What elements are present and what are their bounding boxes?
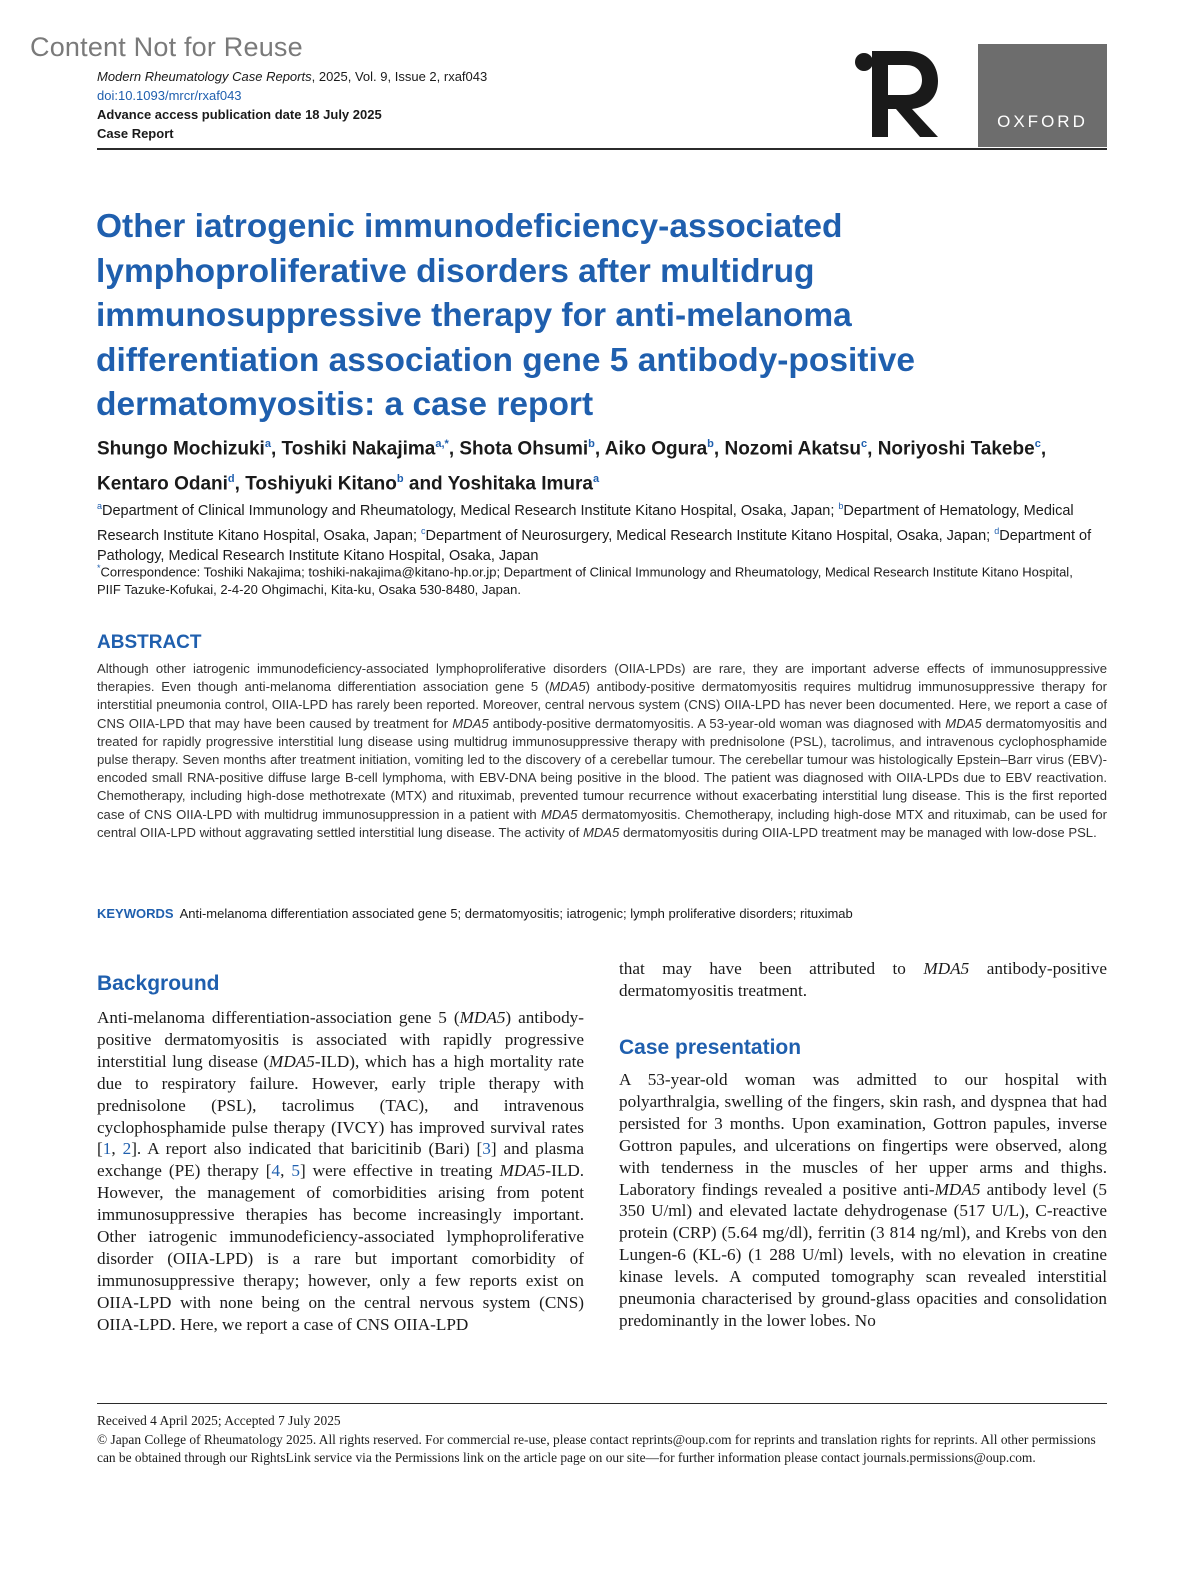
author-name[interactable]: Shota Ohsumi xyxy=(459,438,589,460)
footer xyxy=(97,1412,1107,1468)
author-name[interactable]: Aiko Ogura xyxy=(604,438,708,460)
keywords-label: KEYWORDS xyxy=(97,906,174,921)
journal-logo-icon xyxy=(848,45,942,141)
author-affiliation-mark: b xyxy=(396,473,404,486)
background-heading: Background xyxy=(97,972,220,995)
reference-link[interactable]: 5 xyxy=(291,1161,300,1181)
author-affiliation-mark: b xyxy=(707,438,714,450)
reference-link[interactable]: 4 xyxy=(271,1161,281,1181)
journal-meta xyxy=(97,67,487,143)
abstract-heading: ABSTRACT xyxy=(97,632,202,653)
doi-link[interactable]: doi:10.1093/mrcr/rxaf043 xyxy=(97,88,242,103)
gene-name: MDA5 xyxy=(923,959,970,978)
header-rule xyxy=(97,148,1107,150)
gene-name: MDA5 xyxy=(934,1179,981,1199)
affiliation-text: Department of Neurosurgery, Medical Research Institute Kitano Hospital, Osaka, Japan; xyxy=(425,527,995,544)
author-name[interactable]: Nozomi Akatsu xyxy=(724,438,862,460)
gene-name: MDA5 xyxy=(582,824,620,840)
case-presentation-heading: Case presentation xyxy=(619,1036,802,1059)
correspondence-mark: * xyxy=(97,563,101,573)
reference-link[interactable]: 1 xyxy=(102,1139,112,1159)
affiliations xyxy=(97,496,1097,566)
article-type: Case Report xyxy=(97,126,174,141)
affiliation-mark: d xyxy=(994,525,1000,536)
author-affiliation-mark: c xyxy=(1034,438,1041,450)
gene-name: MDA5 xyxy=(459,1008,506,1027)
case-presentation-text: A 53-year-old woman was admitted to our hospital with polyarthralgia, swelling of the fingers, skin rash, and dyspnea that had persisted for 3 months. Upon examination, Gottron papules, inverse Gottron papules, and ulcerations on fingertips were observed, along with tenderness in the muscles of her upper arms and thighs. Laboratory findings revealed a positive anti-MDA5 antibody level (5 350 U/ml) and elevated lactate dehydrogenase (517 U/L), C-reactive protein (CRP) (5.64 mg/dl), ferritin (3 814 ng/ml), and Krebs von den Lungen-6 (KL-6) (1 288 U/ml) levels, with no elevation in creatine kinase levels. A computed tomography scan revealed interstitial pneumonia characterised by ground-glass opacities and consolidation predominantly in the lower lobes. No xyxy=(619,1070,1107,1330)
journal-details: , 2025, Vol. 9, Issue 2, rxaf043 xyxy=(311,69,488,84)
author-affiliation-mark: d xyxy=(227,473,235,486)
publisher-logo xyxy=(978,44,1107,147)
advance-access-date: Advance access publication date 18 July 2025 xyxy=(97,107,382,122)
affiliation-mark: a xyxy=(97,501,103,511)
gene-name: MDA5 xyxy=(499,1161,546,1181)
keywords-text: Anti-melanoma differentiation associated gene 5; dermatomyositis; iatrogenic; lymph proliferative disorders; rituximab xyxy=(179,906,853,921)
author-affiliation-mark: a xyxy=(264,438,271,450)
received-accepted-dates: Received 4 April 2025; Accepted 7 July 2025 xyxy=(97,1413,341,1428)
watermark: Content Not for Reuse xyxy=(30,32,303,62)
reference-link[interactable]: 2 xyxy=(122,1139,132,1159)
author-list: Shungo Mochizuki$^a$, Toshiki Nakajima$^{a,*}$, Shota Ohsumi$^b$, Aiko Ogura$^b$, Nozomi Akatsu$^c$, Noriyoshi Takebe$^c$, Kentaro Odani$^d$, Toshiyuki Kitano$^b$ and Yoshitaka Imura$^a$ xyxy=(97,438,1047,495)
journal-name: Modern Rheumatology Case Reports xyxy=(97,69,312,84)
correspondence xyxy=(97,559,1097,599)
author-affiliation-mark: b xyxy=(588,438,595,450)
affiliation-text: Department of Pathology, Medical Research Institute Kitano Hospital, Osaka, Japan xyxy=(97,527,1092,564)
gene-name: MDA5 xyxy=(269,1051,315,1071)
article-title: Other iatrogenic immunodeficiency-associated lymphoproliferative disorders after multidrug immunosuppressive therapy for anti-melanoma differentiation association gene 5 antibody-positive dermatomyositis: a case report xyxy=(96,208,916,423)
gene-name: MDA5 xyxy=(452,715,489,731)
affiliation-text: Department of Clinical Immunology and Rheumatology, Medical Research Institute Kitano Hospital, Osaka, Japan; xyxy=(102,502,839,519)
author-name[interactable]: Kentaro Odani xyxy=(97,473,228,495)
affiliation-text: Department of Hematology, Medical Research Institute Kitano Hospital, Osaka, Japan; xyxy=(97,502,1074,544)
author-name[interactable]: Noriyoshi Takebe xyxy=(877,438,1035,460)
author-affiliation-mark: a,* xyxy=(435,438,449,450)
publisher-name: OXFORD xyxy=(997,112,1088,131)
author-affiliation-mark: c xyxy=(861,438,868,450)
abstract-text: Although other iatrogenic immunodeficiency-associated lymphoproliferative disorders (OIIA-LPDs) are rare, they are important adverse effects of immunosuppressive therapies. Even though anti-melanoma differentiation association gene 5 (MDA5) antibody-positive dermatomyositis requires multidrug immunosuppressive therapy for interstitial pneumonia control, OIIA-LPD has rarely been reported. Moreover, central nervous system (CNS) OIIA-LPD has never been documented. Here, we report a case of CNS OIIA-LPD that may have been caused by treatment for MDA5 antibody-positive dermatomyositis. A 53-year-old woman was diagnosed with MDA5 dermatomyositis and treated for rapidly progressive interstitial lung disease using multidrug immunosuppressive therapy with prednisolone (PSL), tacrolimus, and intravenous cyclophosphamide pulse therapy. Seven months after treatment initiation, vomiting led to the discovery of a cerebellar tumour. The cerebellar tumour was histologically Epstein–Barr virus (EBV)-encoded small RNA-positive diffuse large B-cell lymphoma, with EBV-DNA being positive in the blood. The patient was diagnosed with OIIA-LPDs due to EBV reactivation. Chemotherapy, including high-dose methotrexate (MTX) and rituximab, prevented tumour recurrence without exacerbating interstitial lung disease. This is the first reported case of CNS OIIA-LPD with multidrug immunosuppression in a patient with MDA5 dermatomyositis. Chemotherapy, including high-dose MTX and rituximab, can be used for central OIIA-LPD without aggravating settled interstitial lung disease. The activity of MDA5 dermatomyositis during OIIA-LPD treatment may be managed with low-dose PSL. xyxy=(97,661,1107,840)
correspondence-text: Correspondence: Toshiki Nakajima; toshiki-nakajima@kitano-hp.or.jp; Department of Clinical Immunology and Rheumatology, Medical Research Institute Kitano Hospital, PIIF Tazuke-Kofukai, 2-4-20 Ohgimachi, Kita-ku, Osaka 530-8480, Japan. xyxy=(97,564,1073,598)
journal-citation xyxy=(97,67,487,86)
author-name[interactable]: Shungo Mochizuki xyxy=(97,438,265,460)
affiliation-mark: b xyxy=(838,501,844,511)
background-continuation: that may have been attributed to MDA5 antibody-positive dermatomyositis treatment. xyxy=(619,959,1107,1000)
footer-rule xyxy=(97,1403,1107,1404)
gene-name: MDA5 xyxy=(945,715,982,731)
reference-link[interactable]: 3 xyxy=(482,1139,491,1159)
author-name[interactable]: Toshiyuki Kitano xyxy=(245,473,397,495)
gene-name: MDA5 xyxy=(540,806,578,822)
affiliation-mark: c xyxy=(421,525,426,536)
keywords xyxy=(97,906,1107,921)
author-affiliation-mark: a xyxy=(592,473,600,486)
author-name[interactable]: Yoshitaka Imura xyxy=(447,473,593,495)
copyright-notice: © Japan College of Rheumatology 2025. All rights reserved. For commercial re-use, please contact reprints@oup.com for reprints and translation rights for reprints. All other permissions can be obtained through our RightsLink service via the Permissions link on the article page on our site—for further information please contact journals.permissions@oup.com. xyxy=(97,1431,1096,1465)
background-text: Anti-melanoma differentiation-association gene 5 (MDA5) antibody-positive dermatomyositis is associated with rapidly progressive interstitial lung disease (MDA5-ILD), which has a high mortality rate due to respiratory failure. However, early triple therapy with prednisolone (PSL), tacrolimus (TAC), and intravenous cyclophosphamide pulse therapy (IVCY) has improved survival rates [1, 2]. A report also indicated that baricitinib (Bari) [3] and plasma exchange (PE) therapy [4, 5] were effective in treating MDA5-ILD. However, the management of comorbidities arising from potent immunosuppressive therapies has become increasingly important. Other iatrogenic immunodeficiency-associated lymphoproliferative disorder (OIIA-LPD) is a rare but important comorbidity of immunosuppressive therapy; however, only a few reports exist on OIIA-LPD with none being on the central nervous system (CNS) OIIA-LPD. Here, we report a case of CNS OIIA-LPD xyxy=(97,1008,585,1334)
author-name[interactable]: Toshiki Nakajima xyxy=(281,438,436,460)
gene-name: MDA5 xyxy=(549,679,586,695)
